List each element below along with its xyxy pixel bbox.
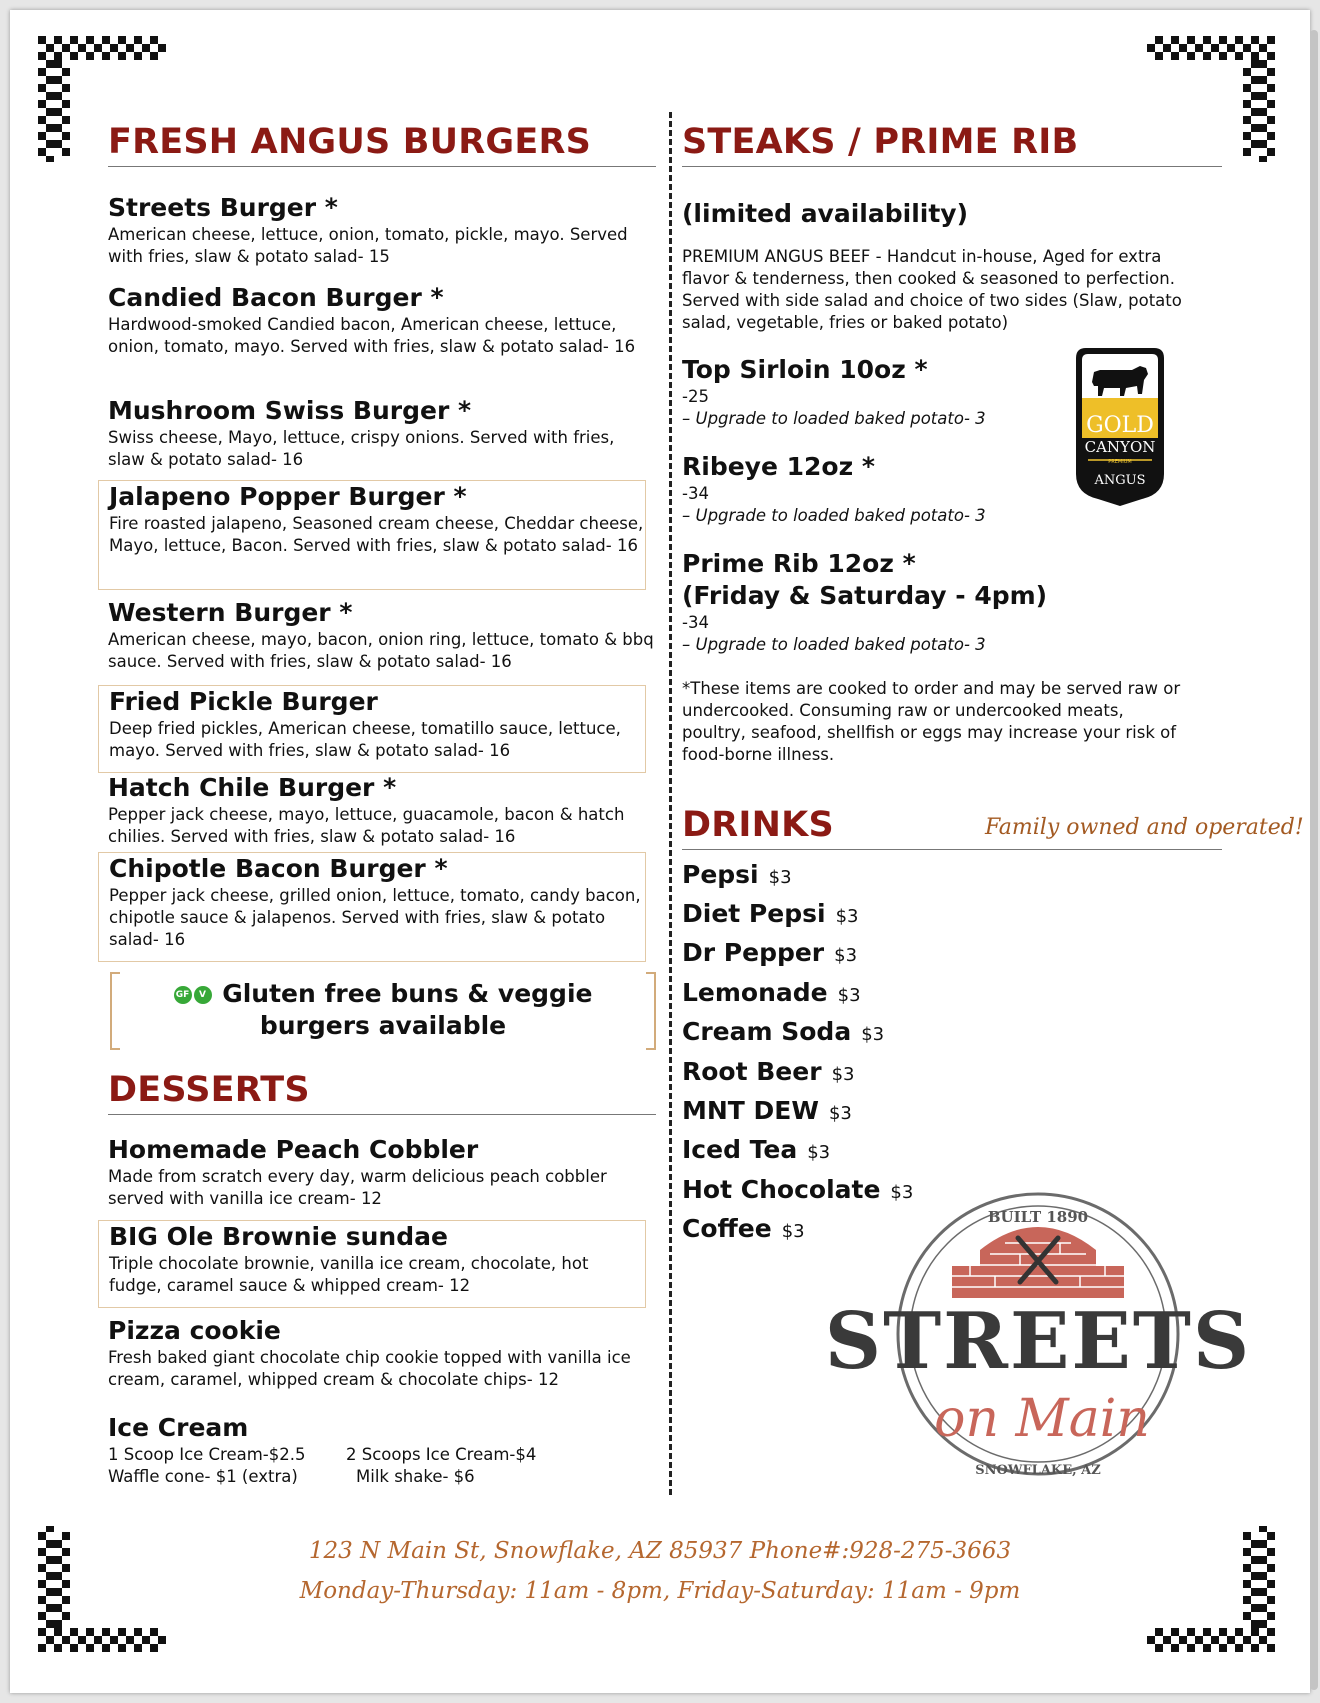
streets-on-main-logo bbox=[820, 1178, 1280, 1502]
item-desc: Hardwood-smoked Candied bacon, American cheese, lettuce, onion, tomato, mayo. Served with fries, slaw & potato salad- 16 bbox=[108, 315, 636, 356]
veggie-icon: V bbox=[194, 986, 212, 1004]
desserts-section bbox=[108, 1070, 656, 1490]
drink-item bbox=[682, 859, 792, 894]
item-name: Prime Rib 12oz * bbox=[682, 549, 916, 578]
gluten-free-note bbox=[110, 972, 656, 1050]
drinks-heading: DRINKS bbox=[682, 805, 1222, 850]
menu-item bbox=[108, 282, 656, 358]
item-desc: Swiss cheese, Mayo, lettuce, crispy onions. Served with fries, slaw & potato salad- 16 bbox=[108, 428, 615, 469]
logo-built-text: BUILT 1890 bbox=[987, 1208, 1089, 1226]
column-divider bbox=[669, 112, 672, 1495]
item-upgrade: – Upgrade to loaded baked potato- 3 bbox=[682, 635, 986, 654]
drink-item bbox=[682, 1056, 854, 1091]
item-name: BIG Ole Brownie sundae bbox=[109, 1222, 448, 1251]
gluten-free-icon: GF bbox=[174, 986, 192, 1004]
drink-price: $3 bbox=[768, 867, 792, 888]
item-price: -25 bbox=[682, 387, 709, 406]
drink-name: Lemonade bbox=[682, 978, 828, 1007]
drink-item bbox=[682, 898, 858, 933]
drink-price: $3 bbox=[837, 985, 861, 1006]
item-price: -34 bbox=[682, 484, 709, 503]
drink-item bbox=[682, 1016, 884, 1051]
item-desc: Pepper jack cheese, grilled onion, lettuce, tomato, candy bacon, chipotle sauce & jalapenos. Served with fries, slaw & potato salad- 16 bbox=[109, 886, 641, 949]
gc-canyon-text: CANYON bbox=[1084, 438, 1156, 456]
item-name: Ribeye 12oz * bbox=[682, 452, 875, 481]
gold-canyon-angus-logo bbox=[1070, 344, 1170, 518]
item-desc: Deep fried pickles, American cheese, tomatillo sauce, lettuce, mayo. Served with fries, slaw & potato salad- 16 bbox=[109, 719, 621, 760]
drink-name: Root Beer bbox=[682, 1057, 822, 1086]
drink-price: $3 bbox=[890, 1182, 914, 1203]
logo-streets-text: STREETS bbox=[824, 1296, 1252, 1387]
gluten-note: Gluten free buns & veggie burgers available bbox=[222, 979, 593, 1040]
gluten-free-text bbox=[130, 978, 636, 1042]
scrollbar[interactable] bbox=[1310, 30, 1318, 1690]
footer-hours: Monday-Thursday: 11am - 8pm, Friday-Saturday: 11am - 9pm bbox=[299, 1578, 1021, 1604]
family-owned-tagline: Family owned and operated! bbox=[985, 815, 1304, 840]
menu-item bbox=[108, 597, 656, 673]
drink-price: $3 bbox=[831, 1064, 855, 1085]
ice-cream-option: 1 Scoop Ice Cream-$2.5 bbox=[108, 1445, 306, 1464]
menu-page bbox=[10, 10, 1310, 1693]
desserts-heading: DESSERTS bbox=[108, 1070, 656, 1115]
menu-item bbox=[98, 480, 646, 590]
logo-snowflake-text: SNOWFLAKE, AZ bbox=[975, 1463, 1101, 1478]
item-desc: Fresh baked giant chocolate chip cookie topped with vanilla ice cream, caramel, whipped cream & chocolate chips- 12 bbox=[108, 1348, 631, 1389]
logo-on-main-text: on Main bbox=[934, 1389, 1150, 1449]
bracket-left bbox=[110, 972, 120, 1050]
menu-item bbox=[98, 1220, 646, 1308]
ice-cream-option: Waffle cone- $1 (extra) bbox=[108, 1467, 298, 1486]
drink-name: Iced Tea bbox=[682, 1135, 798, 1164]
drink-item bbox=[682, 1213, 805, 1248]
item-name: Streets Burger * bbox=[108, 193, 338, 222]
item-desc: Pepper jack cheese, mayo, lettuce, guacamole, bacon & hatch chilies. Served with fries, slaw & potato salad- 16 bbox=[108, 805, 625, 846]
item-name-sub: (Friday & Saturday - 4pm) bbox=[682, 581, 1048, 610]
drink-price: $3 bbox=[807, 1142, 831, 1163]
item-desc: Triple chocolate brownie, vanilla ice cream, chocolate, hot fudge, caramel sauce & whipped cream- 12 bbox=[109, 1254, 589, 1295]
drink-item bbox=[682, 1095, 852, 1130]
drink-name: Dr Pepper bbox=[682, 938, 825, 967]
drink-name: Coffee bbox=[682, 1214, 772, 1243]
menu-item bbox=[108, 1412, 656, 1488]
steaks-intro: PREMIUM ANGUS BEEF - Handcut in-house, Aged for extra flavor & tenderness, then cooked & seasoned to perfection. Served with side salad and choice of two sides (Slaw, potato salad, vegetable, fries or baked potato) bbox=[682, 247, 1182, 332]
steaks-subheading: (limited availability) bbox=[682, 199, 969, 228]
drink-name: MNT DEW bbox=[682, 1096, 819, 1125]
steaks-heading: STEAKS / PRIME RIB bbox=[682, 122, 1222, 167]
gc-gold-text: GOLD bbox=[1086, 413, 1154, 438]
drink-name: Pepsi bbox=[682, 860, 759, 889]
steak-item bbox=[682, 451, 1062, 527]
drink-price: $3 bbox=[828, 1103, 852, 1124]
drink-price: $3 bbox=[834, 945, 858, 966]
drink-price: $3 bbox=[861, 1024, 885, 1045]
drink-price: $3 bbox=[835, 906, 859, 927]
menu-item bbox=[108, 772, 656, 848]
item-name: Jalapeno Popper Burger * bbox=[109, 482, 467, 511]
item-desc: American cheese, mayo, bacon, onion ring, lettuce, tomato & bbq sauce. Served with fries, slaw & potato salad- 16 bbox=[108, 630, 654, 671]
item-name: Fried Pickle Burger bbox=[109, 687, 378, 716]
menu-item bbox=[98, 852, 646, 962]
ice-cream-options bbox=[108, 1444, 656, 1488]
item-desc: American cheese, lettuce, onion, tomato, pickle, mayo. Served with fries, slaw & potato salad- 15 bbox=[108, 225, 628, 266]
item-name: Ice Cream bbox=[108, 1413, 249, 1442]
gc-angus-text: ANGUS bbox=[1094, 473, 1146, 488]
burgers-heading: FRESH ANGUS BURGERS bbox=[108, 122, 656, 167]
item-desc: Made from scratch every day, warm delicious peach cobbler served with vanilla ice cream- 12 bbox=[108, 1167, 607, 1208]
drink-name: Cream Soda bbox=[682, 1017, 852, 1046]
item-name: Mushroom Swiss Burger * bbox=[108, 396, 472, 425]
burgers-section bbox=[108, 122, 656, 1042]
drink-item bbox=[682, 937, 857, 972]
drink-name: Diet Pepsi bbox=[682, 899, 826, 928]
ice-cream-option: Milk shake- $6 bbox=[356, 1467, 475, 1486]
menu-item bbox=[98, 685, 646, 773]
steak-item bbox=[682, 354, 1062, 430]
item-name: Candied Bacon Burger * bbox=[108, 283, 444, 312]
menu-item bbox=[108, 395, 656, 471]
menu-item bbox=[108, 192, 656, 268]
item-price: -34 bbox=[682, 613, 709, 632]
menu-item bbox=[108, 1134, 656, 1210]
drink-name: Hot Chocolate bbox=[682, 1175, 881, 1204]
drink-item bbox=[682, 977, 861, 1012]
item-name: Chipotle Bacon Burger * bbox=[109, 854, 448, 883]
food-safety-disclaimer: *These items are cooked to order and may be served raw or undercooked. Consuming raw or undercooked meats, poultry, seafood, shellfish or eggs may increase your risk of food-borne illness. bbox=[682, 679, 1181, 764]
item-name: Hatch Chile Burger * bbox=[108, 773, 397, 802]
menu-item bbox=[108, 1315, 656, 1391]
item-name: Pizza cookie bbox=[108, 1316, 281, 1345]
item-name: Homemade Peach Cobbler bbox=[108, 1135, 479, 1164]
item-name: Top Sirloin 10oz * bbox=[682, 355, 928, 384]
footer-address: 123 N Main St, Snowflake, AZ 85937 Phone#:928-275-3663 bbox=[308, 1538, 1012, 1564]
drink-item bbox=[682, 1134, 830, 1169]
steak-item bbox=[682, 548, 1102, 656]
item-upgrade: – Upgrade to loaded baked potato- 3 bbox=[682, 409, 986, 428]
item-upgrade: – Upgrade to loaded baked potato- 3 bbox=[682, 506, 986, 525]
ice-cream-option: 2 Scoops Ice Cream-$4 bbox=[346, 1445, 537, 1464]
item-desc: Fire roasted jalapeno, Seasoned cream cheese, Cheddar cheese, Mayo, lettuce, Bacon. Served with fries, slaw & potato salad- 16 bbox=[109, 514, 644, 555]
bracket-right bbox=[646, 972, 656, 1050]
drink-price: $3 bbox=[781, 1221, 805, 1242]
gc-premium-text: PREMIUM bbox=[1108, 459, 1132, 465]
item-name: Western Burger * bbox=[108, 598, 353, 627]
